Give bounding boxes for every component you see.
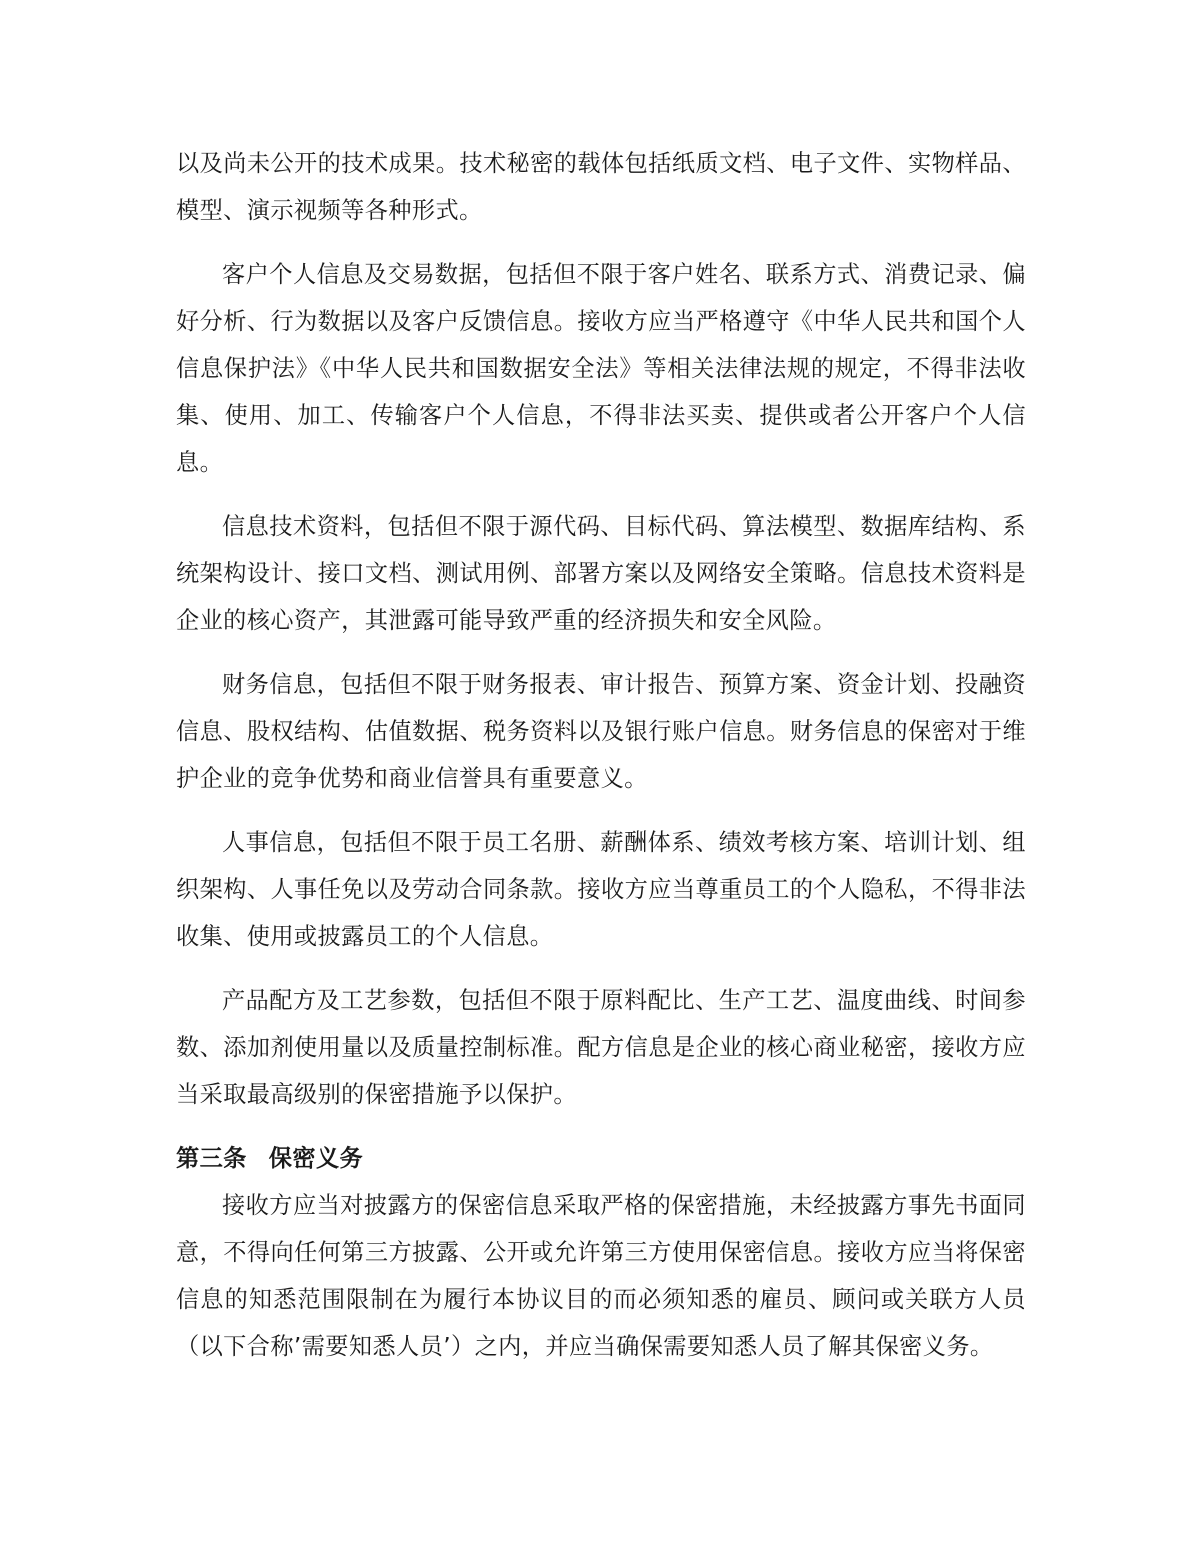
document-page [176,140,1026,1370]
section-heading [176,1135,1026,1182]
section-body-paragraph: 接收方应当对披露方的保密信息采取严格的保密措施，未经披露方事先书面同意，不得向任何第三方披露、公开或允许第三方使用保密信息。接收方应当将保密信息的知悉范围限制在为履行本协议目的而必须知悉的雇员、顾问或关联方人员（以下合称’需要知悉人员’）之内，并应当确保需要知悉人员了解其保密义务。 [176,1192,1026,1360]
paragraph-technical-secrets-carrier: 以及尚未公开的技术成果。技术秘密的载体包括纸质文档、电子文件、实物样品、模型、演示视频等各种形式。 [176,150,1026,224]
paragraph-personnel-info: 人事信息，包括但不限于员工名册、薪酬体系、绩效考核方案、培训计划、组织架构、人事任免以及劳动合同条款。接收方应当尊重员工的个人隐私，不得非法收集、使用或披露员工的个人信息。 [176,829,1026,950]
section-title: 保密义务 [268,1145,364,1172]
paragraph-financial-info: 财务信息，包括但不限于财务报表、审计报告、预算方案、资金计划、投融资信息、股权结构、估值数据、税务资料以及银行账户信息。财务信息的保密对于维护企业的竞争优势和商业信誉具有重要意义。 [176,671,1026,792]
section-number: 第三条 [176,1145,247,1172]
paragraph-it-materials: 信息技术资料，包括但不限于源代码、目标代码、算法模型、数据库结构、系统架构设计、接口文档、测试用例、部署方案以及网络安全策略。信息技术资料是企业的核心资产，其泄露可能导致严重的经济损失和安全风险。 [176,513,1026,634]
paragraph-customer-personal-info: 客户个人信息及交易数据，包括但不限于客户姓名、联系方式、消费记录、偏好分析、行为数据以及客户反馈信息。接收方应当严格遵守《中华人民共和国个人信息保护法》《中华人民共和国数据安全法》等相关法律法规的规定，不得非法收集、使用、加工、传输客户个人信息，不得非法买卖、提供或者公开客户个人信息。 [176,261,1026,476]
paragraph-product-formula: 产品配方及工艺参数，包括但不限于原料配比、生产工艺、温度曲线、时间参数、添加剂使用量以及质量控制标准。配方信息是企业的核心商业秘密，接收方应当采取最高级别的保密措施予以保护。 [176,987,1026,1108]
